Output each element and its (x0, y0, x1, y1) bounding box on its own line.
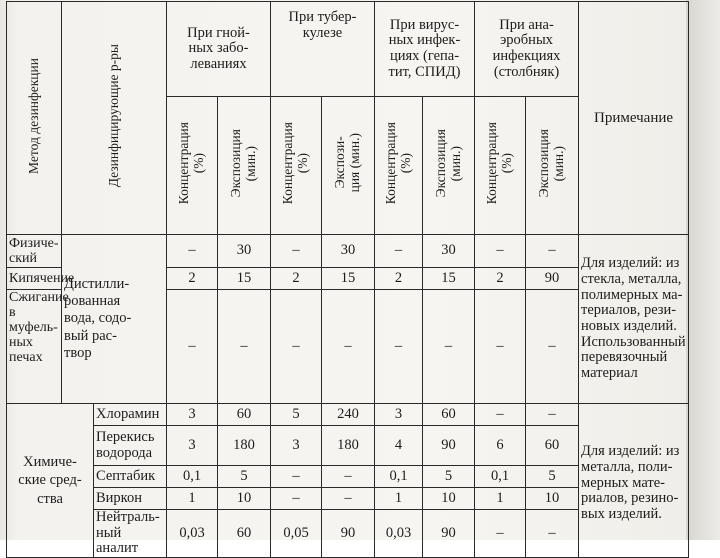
table-cell: 30 (218, 235, 271, 268)
table-cell: – (475, 235, 526, 268)
table-cell: – (475, 510, 526, 558)
chem-name: Виркон (94, 488, 167, 510)
table-cell: 90 (423, 510, 475, 558)
table-cell: – (475, 404, 526, 426)
table-cell: 180 (322, 426, 375, 466)
table-cell: – (167, 290, 218, 404)
chem-name: Хлорамин (94, 404, 167, 426)
table-cell: 60 (526, 426, 579, 466)
table-cell: 2 (475, 268, 526, 290)
header-conc-3: Концентрация (%) (375, 97, 423, 235)
table-cell: 0,1 (167, 466, 218, 488)
row-label-chemical: Химиче- ские сред- ства (7, 404, 94, 558)
table-row (7, 235, 689, 268)
row-label-boiling: Кипячение (7, 268, 62, 290)
header-group-viral: При вирус- ных инфек- циях (гепа- тит, СПИД) (375, 2, 475, 97)
header-group-purulent: При гной- ных забо- леваниях (167, 2, 271, 97)
header-conc-2: Концентрация (%) (271, 97, 322, 235)
table-cell: 60 (218, 404, 271, 426)
table-cell: 90 (322, 510, 375, 558)
table-cell: 2 (271, 268, 322, 290)
table-cell: – (271, 235, 322, 268)
table-cell: 60 (218, 510, 271, 558)
table-cell: 2 (167, 268, 218, 290)
header-conc-1: Концентрация (%) (167, 97, 218, 235)
table-cell: 3 (375, 404, 423, 426)
disinfection-table (6, 1, 689, 558)
table-cell: 3 (271, 426, 322, 466)
table-cell: 0,03 (167, 510, 218, 558)
table-cell: – (526, 235, 579, 268)
table-cell: 90 (423, 426, 475, 466)
table-cell: – (526, 510, 579, 558)
header-group-anaerobic: При ана- эробных инфекциях (столбняк) (475, 2, 579, 97)
header-exp-3: Экспозиция (мин.) (423, 97, 475, 235)
header-exp-1: Экспозиция (мин.) (218, 97, 271, 235)
table-cell: – (526, 290, 579, 404)
header-group-tuberculosis: При тубер- кулезе (271, 2, 375, 97)
row-label-water: Дистилли- рованная вода, содо- вый рас- твор (62, 235, 167, 404)
table-cell: – (271, 466, 322, 488)
table-cell: 5 (423, 466, 475, 488)
table-cell: 0,05 (271, 510, 322, 558)
table-cell: 30 (322, 235, 375, 268)
table-cell: 15 (218, 268, 271, 290)
table-cell: 5 (271, 404, 322, 426)
header-method: Метод дезинфекции (7, 2, 62, 235)
chem-name: Септабик (94, 466, 167, 488)
note-physical: Для изделий: из стекла, металла, полимерных ма- териалов, рези- новых изделий. Использованный перевязочный материал (579, 235, 689, 404)
note-chemical: Для изделий: из металла, поли- мерных мате- риалов, резино- вых изделий. (579, 404, 689, 558)
header-exp-2: Экспози- ция (мин.) (322, 97, 375, 235)
table-cell: – (526, 404, 579, 426)
table-cell: 4 (375, 426, 423, 466)
table-cell: 5 (526, 466, 579, 488)
table-cell: 10 (218, 488, 271, 510)
table-cell: 30 (423, 235, 475, 268)
row-label-physical: Физиче- ский (7, 235, 62, 268)
row-label-burning: Сжигание в муфель- ных печах (7, 290, 62, 404)
table-cell: 15 (423, 268, 475, 290)
table-cell: 3 (167, 404, 218, 426)
table-cell: – (375, 290, 423, 404)
table-cell: – (375, 235, 423, 268)
table-cell: 1 (375, 488, 423, 510)
table-cell: – (322, 466, 375, 488)
table-cell: 90 (526, 268, 579, 290)
table-cell: 15 (322, 268, 375, 290)
table-cell: 60 (423, 404, 475, 426)
table-cell: 180 (218, 426, 271, 466)
header-agent: Дезинфицирующие р-ры (62, 2, 167, 235)
header-conc-4: Концентрация (%) (475, 97, 526, 235)
header-note: Примечание (579, 2, 689, 235)
table-cell: – (271, 290, 322, 404)
table-cell: – (271, 488, 322, 510)
table-cell: – (167, 235, 218, 268)
table-cell: 5 (218, 466, 271, 488)
table-cell: – (475, 290, 526, 404)
header-exp-4: Экспозиция (мин.) (526, 97, 579, 235)
table-cell: 240 (322, 404, 375, 426)
table-cell: 10 (526, 488, 579, 510)
chem-name: Нейтраль- ный аналит (94, 510, 167, 558)
table-cell: – (423, 290, 475, 404)
table-row (7, 404, 689, 426)
table-cell: – (322, 488, 375, 510)
table-cell: 10 (423, 488, 475, 510)
table-cell: 3 (167, 426, 218, 466)
table-cell: – (322, 290, 375, 404)
page-edge-shadow (686, 0, 720, 540)
table-cell: 0,1 (375, 466, 423, 488)
table-cell: 0,1 (475, 466, 526, 488)
table-cell: 0,03 (375, 510, 423, 558)
table-cell: 6 (475, 426, 526, 466)
chem-name: Перекись водорода (94, 426, 167, 466)
table-cell: 2 (375, 268, 423, 290)
table-cell: 1 (167, 488, 218, 510)
table-cell: – (218, 290, 271, 404)
table-cell: 1 (475, 488, 526, 510)
